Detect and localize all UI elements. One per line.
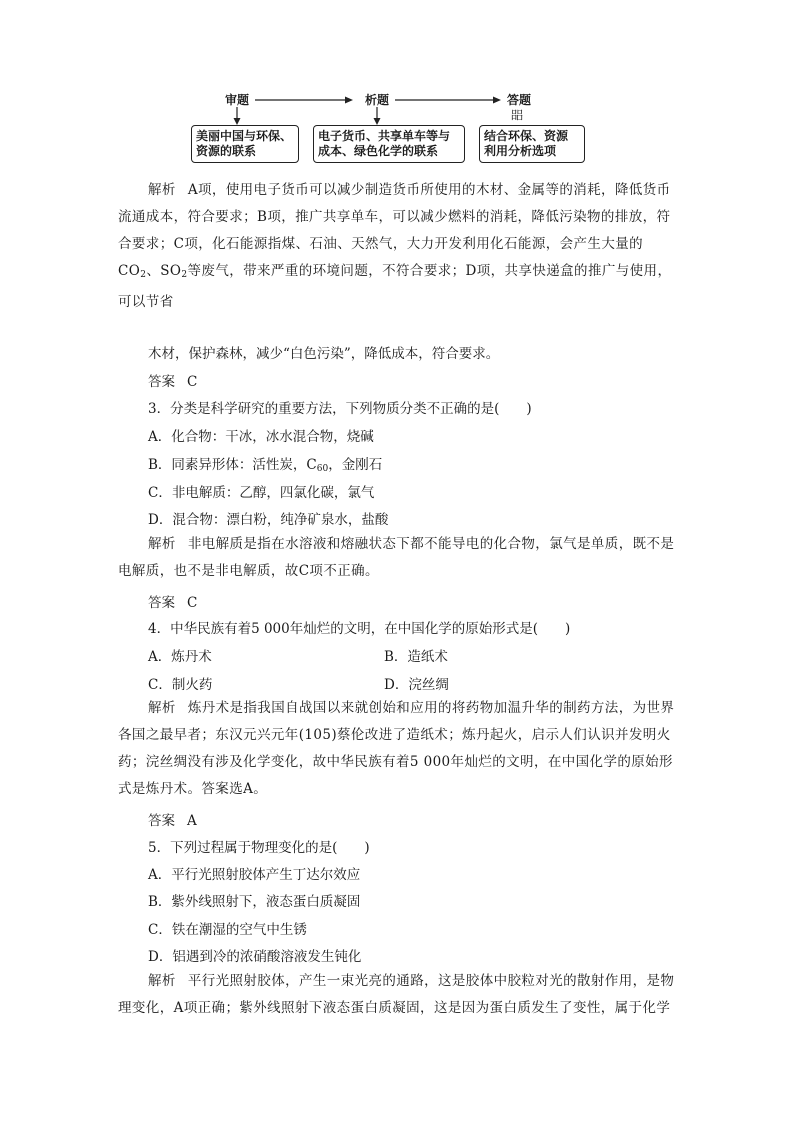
q3-analysis-text: 非电解质是指在水溶液和熔融状态下都不能导电的化合物，氯气是单质，既不是电解质，也不是非电解质，故C项不正确。 [118, 536, 675, 579]
box-review [191, 125, 299, 163]
q5-analysis [118, 968, 678, 1022]
q3-option-d: D．混合物：漂白粉，纯净矿泉水，盐酸 [148, 512, 389, 528]
q4-option-b: B．造纸术 [384, 649, 448, 665]
step-review: 审题 [225, 93, 250, 107]
step-analyze: 析题 [365, 93, 390, 107]
q3-answer [148, 594, 197, 612]
q4-option-d: D．浣丝绸 [384, 677, 449, 693]
box-analyze-line2: 成本、绿色化学的联系 [318, 144, 439, 158]
analysis-label: 解析 [148, 182, 176, 198]
q4-analysis [118, 695, 678, 803]
q3-subscript-c60: 60 [316, 464, 329, 474]
q4-stem: 4．中华民族有着5 000年灿烂的文明，在中国化学的原始形式是( ) [148, 621, 571, 637]
q5-option-b: B．紫外线照射下，液态蛋白质凝固 [148, 894, 361, 910]
q2-subscript-co2: 2 [140, 270, 147, 280]
q2-analysis-text-c: 等废气，带来严重的环境问题，不符合要求；D项，共享快递盒的推广与使用，可以节省 [118, 263, 672, 310]
q4-answer [148, 812, 197, 830]
q5-option-a: A．平行光照射胶体产生丁达尔效应 [148, 867, 361, 883]
box-analyze [313, 125, 465, 163]
answer-label: 答案 [148, 595, 175, 611]
q4-option-c: C．制火药 [148, 677, 213, 693]
answer-label: 答案 [148, 374, 175, 390]
q2-analysis-text-a: A项，使用电子货币可以减少制造货币所使用的木材、金属等的消耗，降低货币流通成本，符合要求；B项，推广共享单车，可以减少燃料的消耗，降低污染物的排放，符合要求；C项，化石能源指煤、石油、天然气，大力开发利用化石能源，会产生大量的CO [118, 182, 671, 279]
q5-option-d: D．铝遇到冷的浓硝酸溶液发生钝化 [148, 949, 362, 965]
q3-option-a: A．化合物：干冰，冰水混合物，烧碱 [148, 429, 374, 445]
answer-value: C [187, 595, 198, 611]
q3-option-b [148, 456, 382, 478]
solution-flow-diagram [185, 88, 605, 168]
box-answer [479, 125, 585, 163]
q4-option-a: A．炼丹术 [148, 649, 212, 665]
box-answer-line2: 利用分析选项 [484, 144, 557, 158]
q2-analysis-continued: 木材，保护森林，减少“白色污染”，降低成本，符合要求。 [148, 346, 500, 362]
q4-analysis-text: 炼丹术是指我国自战国以来就创始和应用的将药物加温升华的制药方法，为世界各国之最早者；东汉元兴元年(105)蔡伦改进了造纸术；炼丹起火，启示人们认识并发明火药；浣丝绸没有涉及化学变化，故中华民族有着5 000年灿烂的文明，在中国化学的原始形式是炼丹术。答案选A。 [118, 700, 675, 797]
box-review-line2: 资源的联系 [196, 144, 257, 158]
step-answer-mark: 㗊 [511, 108, 524, 122]
q5-analysis-text: 平行光照射胶体，产生一束光亮的通路，这是胶体中胶粒对光的散射作用，是物理变化，A项正确；紫外线照射下液态蛋白质凝固，这是因为蛋白质发生了变性，属于化学 [118, 973, 675, 1016]
box-answer-line1: 结合环保、资源 [484, 129, 569, 143]
q3-option-b-tail: ，金刚石 [328, 457, 383, 473]
answer-value: C [187, 374, 198, 390]
answer-value: A [187, 813, 197, 829]
step-answer: 答题 [507, 93, 532, 107]
box-analyze-line1: 电子货币、共享单车等与 [318, 129, 451, 143]
q5-stem: 5．下列过程属于物理变化的是( ) [148, 840, 370, 856]
box-review-line1: 美丽中国与环保、 [196, 129, 293, 143]
answer-label: 答案 [148, 813, 175, 829]
q3-analysis [118, 531, 678, 585]
q2-answer [148, 373, 197, 391]
q3-option-c: C．非电解质：乙醇，四氯化碳，氯气 [148, 485, 375, 501]
analysis-label: 解析 [148, 973, 176, 989]
analysis-label: 解析 [148, 536, 176, 552]
q2-subscript-so2: 2 [181, 270, 188, 280]
q5-option-c: C．铁在潮湿的空气中生锈 [148, 922, 307, 938]
q2-analysis [118, 177, 678, 316]
analysis-label: 解析 [148, 700, 176, 716]
q3-stem: 3．分类是科学研究的重要方法，下列物质分类不正确的是( ) [148, 401, 532, 417]
q3-option-b-text: B．同素异形体：活性炭，C [148, 457, 317, 473]
q2-analysis-text-b: 、SO [146, 263, 182, 279]
